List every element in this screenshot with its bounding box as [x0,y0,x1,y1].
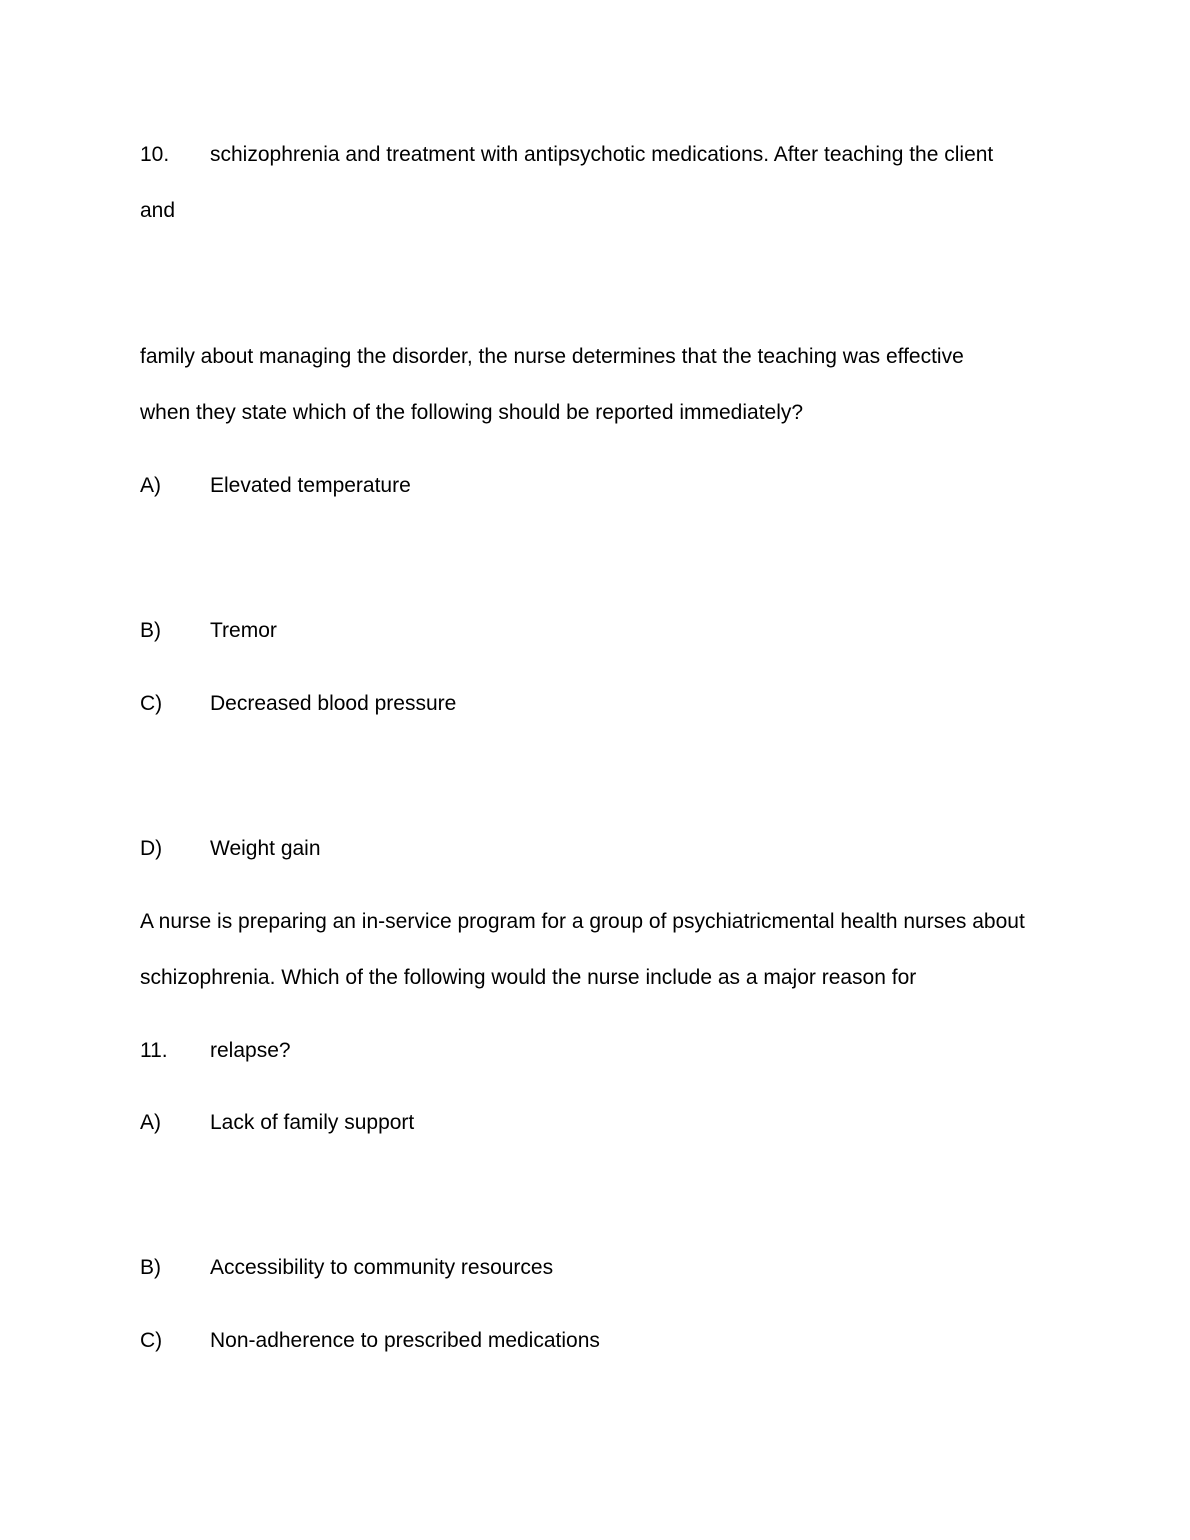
question-10-option-a-text: Elevated temperature [210,474,411,497]
question-11-option-c-letter: C) [140,1329,163,1352]
question-11-option-c-text: Non-adherence to prescribed medications [210,1329,600,1352]
question-11-line-1: A nurse is preparing an in-service program for a group of psychiatricmental health nurses about [140,910,1025,933]
question-11-number: 11. [140,1039,168,1062]
question-10-number: 10. [140,143,170,166]
question-10-line-3: family about managing the disorder, the nurse determines that the teaching was effective [140,345,964,368]
question-10-option-c-letter: C) [140,692,163,715]
question-10-option-c-text: Decreased blood pressure [210,692,457,715]
question-11-option-b-letter: B) [140,1256,161,1279]
question-11-line-3: relapse? [210,1039,291,1062]
question-11-line-2: schizophrenia. Which of the following would the nurse include as a major reason for [140,966,917,989]
question-10-option-d-letter: D) [140,837,163,860]
question-10-option-b-text: Tremor [210,619,277,642]
question-10-option-b-letter: B) [140,619,161,642]
question-10-option-d-text: Weight gain [210,837,321,860]
question-10-option-a-letter: A) [140,474,161,497]
question-11-option-a-text: Lack of family support [210,1111,415,1134]
question-10-line-4: when they state which of the following should be reported immediately? [140,401,804,424]
question-11-option-b-text: Accessibility to community resources [210,1256,554,1279]
question-11-option-a-letter: A) [140,1111,161,1134]
question-10-line-1: schizophrenia and treatment with antipsychotic medications. After teaching the client [210,143,994,166]
question-10-line-2: and [140,199,176,222]
